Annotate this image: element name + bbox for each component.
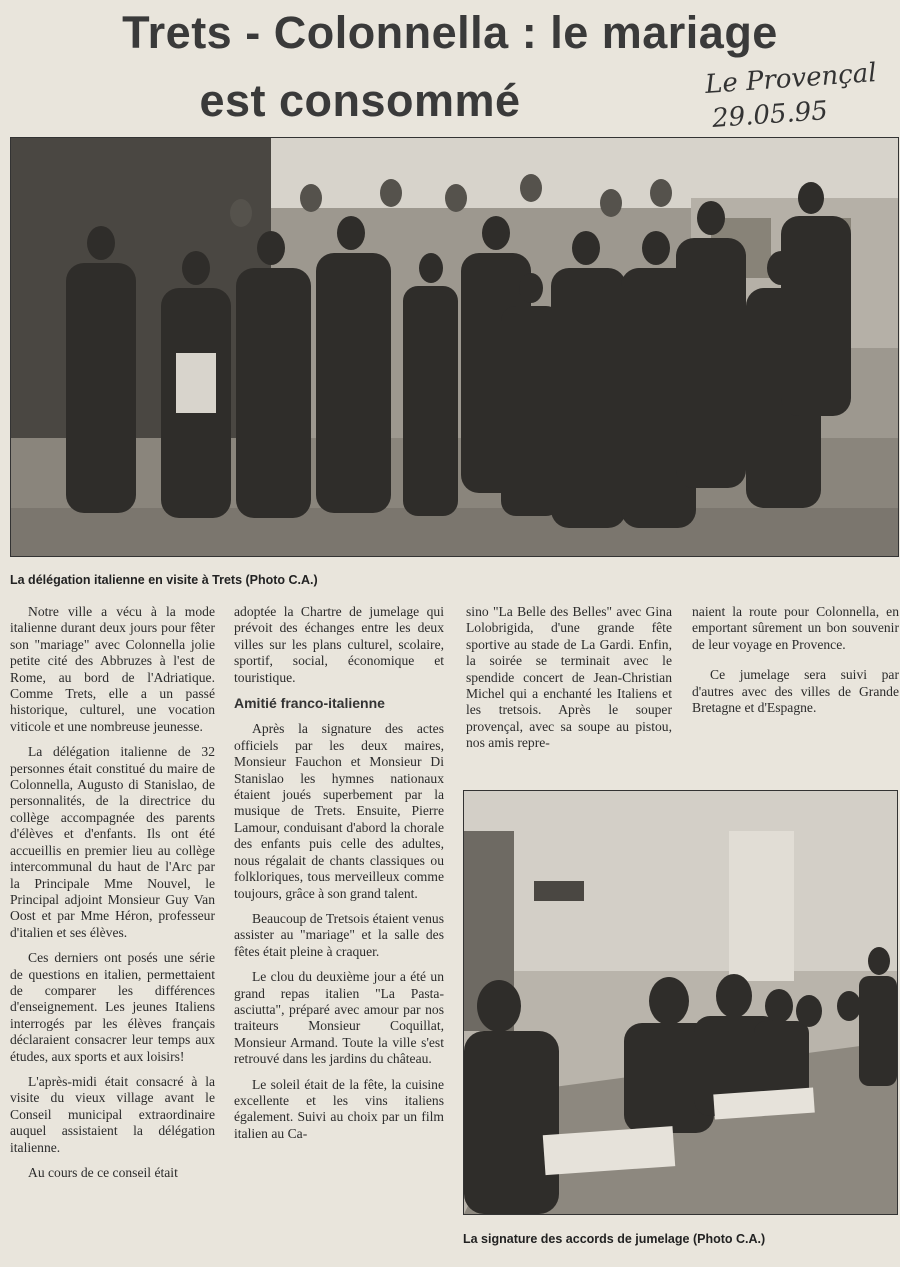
paragraph: Notre ville a vécu à la mode italienne durant deux jours pour fêter son "mariage" avec Colonnella jolie petite cité des Abbruzes à l'est de Rome, au bord de l'Adriatique. Comme Trets, elle a un passé historique, culturel, une vocation viticole et une nombreuse jeunesse.: [10, 604, 215, 734]
paragraph: Le clou du deuxième jour a été un grand repas italien "La Pasta-asciutta", préparé avec amour par nos traiteurs Monsieur Coquillat, Monsieur Armand. Toute la ville s'est retrouvé dans les jardins du château.: [234, 969, 444, 1067]
paragraph: La délégation italienne de 32 personnes était constitué du maire de Colonnella, Augusto di Stanislao, de personnalités, de la directrice du collège accompagnée des parents d'élèves et d'enfants. Ils ont été accueillis en premier lieu au collège intercommunal du haut de l'Arc par la Principale Mme Nouvel, le Principal adjoint Monsieur Guy Van Oost et par Mme Héron, professeur d'italien et ses élèves.: [10, 744, 215, 940]
paragraph: naient la route pour Colonnella, en emportant sûrement un bon souvenir de leur voyage en Provence.: [692, 604, 899, 652]
handwritten-source: Le Provençal: [704, 58, 878, 100]
article-column-2: [234, 604, 444, 1151]
paragraph: Ces derniers ont posés une série de questions en italien, permettaient de comparer les différences d'enseignement. Les jeunes Italiens interrogés par les élèves français déclaraient consacrer leur temps aux études, aux sports et aux loisirs!: [10, 950, 215, 1064]
paragraph: adoptée la Chartre de jumelage qui prévoit des échanges entre les deux villes sur les plans culturel, scolaire, sportif, social, économique et touristique.: [234, 604, 444, 685]
paragraph: Ce jumelage sera suivi par d'autres avec des villes de Grande Bretagne et d'Espagne.: [692, 667, 899, 716]
paragraph: Le soleil était de la fête, la cuisine excellente et les vins italiens également. Suivi au choix par un film italien au Ca-: [234, 1076, 444, 1141]
headline-line-2: est consommé: [199, 75, 521, 126]
paragraph: Après la signature des actes officiels par les deux maires, Monsieur Fauchon et Monsieur Di Stanislao les hymnes nationaux étaient joués superbement par la musique de Trets. Ensuite, Pierre Lamour, conduisant d'abord la chorale des enfants puis celle des adultes, nous régalait de chants classiques ou folkloriques, tous merveilleux comme toujours, grâce à son grand talent.: [234, 721, 444, 901]
paragraph: Beaucoup de Tretsois étaient venus assister au "mariage" et la salle des fêtes était pleine à craquer.: [234, 910, 444, 959]
subheading: Amitié franco-italienne: [234, 695, 385, 712]
paragraph: Au cours de ce conseil était: [28, 1165, 178, 1180]
headline-line-1: Trets - Colonnella : le mariage: [122, 7, 778, 58]
group-photo: [10, 137, 899, 557]
article-column-1: [10, 604, 215, 1190]
handwritten-date: 29.05.95: [711, 95, 829, 135]
group-photo-caption: La délégation italienne en visite à Trets (Photo C.A.): [10, 573, 318, 587]
signing-photo: [463, 790, 898, 1215]
article-column-3: [466, 604, 672, 761]
signing-photo-caption: La signature des accords de jumelage (Photo C.A.): [463, 1232, 766, 1246]
article-column-4: [692, 604, 899, 725]
paragraph: L'après-midi était consacré à la visite du vieux village avant le Conseil municipal extraordinaire auquel assistaient la délégation italienne.: [10, 1073, 215, 1155]
paragraph: sino "La Belle des Belles" avec Gina Lolobrigida, d'une grande fête sportive au stade de La Gardi. Enfin, la soirée se terminait avec le spendide concert de Jean-Christian Michel qui a enchanté les Italiens et les tretsois. Après le souper provençal, avec sa soupe au pistou, nos amis repre-: [466, 604, 672, 751]
